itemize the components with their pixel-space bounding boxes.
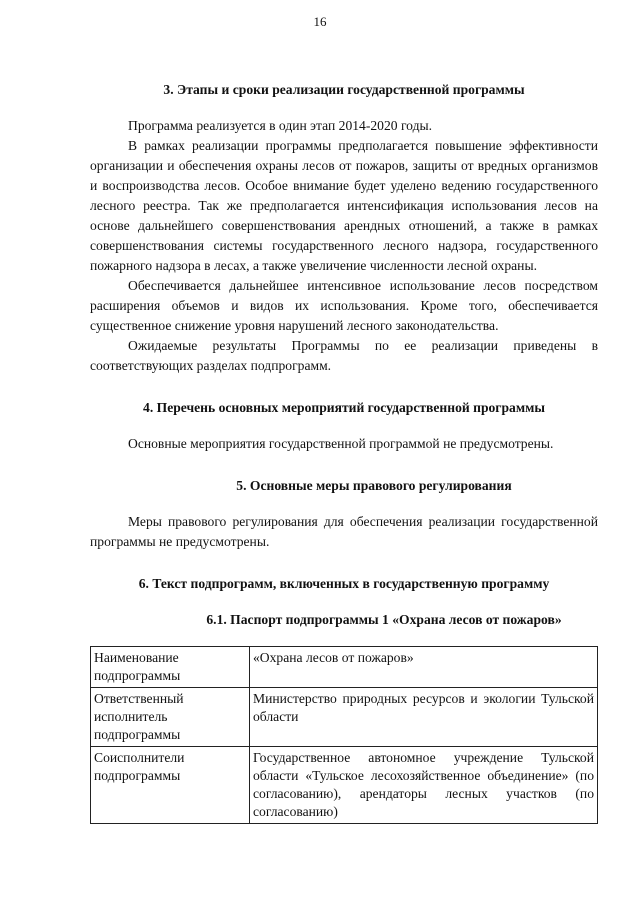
section-5-heading: 5. Основные меры правового регулирования [236, 478, 512, 493]
row-value: Государственное автономное учреждение Тульской области «Тульское лесохозяйственное объединение» (по согласованию), арендаторы лесных участков (по согласованию) [250, 747, 598, 824]
section-3-paragraph: Программа реализуется в один этап 2014-2020 годы. [128, 118, 433, 133]
section-3-paragraph: Ожидаемые результаты Программы по ее реализации приведены в соответствующих разделах подпрограмм. [90, 338, 598, 373]
row-label: Ответственный исполнитель подпрограммы [91, 688, 250, 747]
row-label: Наименование подпрограммы [91, 647, 250, 688]
table-row [91, 688, 598, 747]
page-number: 16 [313, 14, 327, 29]
row-value: Министерство природных ресурсов и экологии Тульской области [250, 688, 598, 747]
section-6-1-subheading: 6.1. Паспорт подпрограммы 1 «Охрана лесов от пожаров» [206, 612, 562, 627]
row-value: «Охрана лесов от пожаров» [250, 647, 598, 688]
section-4-heading: 4. Перечень основных мероприятий государственной программы [143, 400, 545, 415]
row-label: Соисполнители подпрограммы [91, 747, 250, 824]
section-3-paragraph: Обеспечивается дальнейшее интенсивное использование лесов посредством расширения объемов и видов их использования. Кроме того, обеспечивается существенное снижение уровня нарушений лесного законодательства. [90, 278, 598, 333]
document-body [90, 80, 598, 824]
section-4-paragraph: Основные мероприятия государственной программой не предусмотрены. [128, 436, 554, 451]
section-3-paragraph: В рамках реализации программы предполагается повышение эффективности организации и обеспечения охраны лесов от пожаров, защиты от вредных организмов и воспроизводства лесов. Особое внимание будет уделено ведению государственного лесного реестра. Так же предполагается интенсификация использования лесов на основе дальнейшего совершенствования арендных отношений, а также в рамках совершенствования системы государственного лесного надзора, государственного пожарного надзора в лесах, а также увеличение численности лесной охраны. [90, 138, 598, 273]
table-row [91, 747, 598, 824]
section-3-heading: 3. Этапы и сроки реализации государственной программы [163, 82, 525, 97]
table-row [91, 647, 598, 688]
passport-table [90, 646, 598, 824]
section-6-heading: 6. Текст подпрограмм, включенных в государственную программу [138, 576, 550, 591]
section-5-paragraph: Меры правового регулирования для обеспечения реализации государственной программы не предусмотрены. [90, 514, 598, 549]
